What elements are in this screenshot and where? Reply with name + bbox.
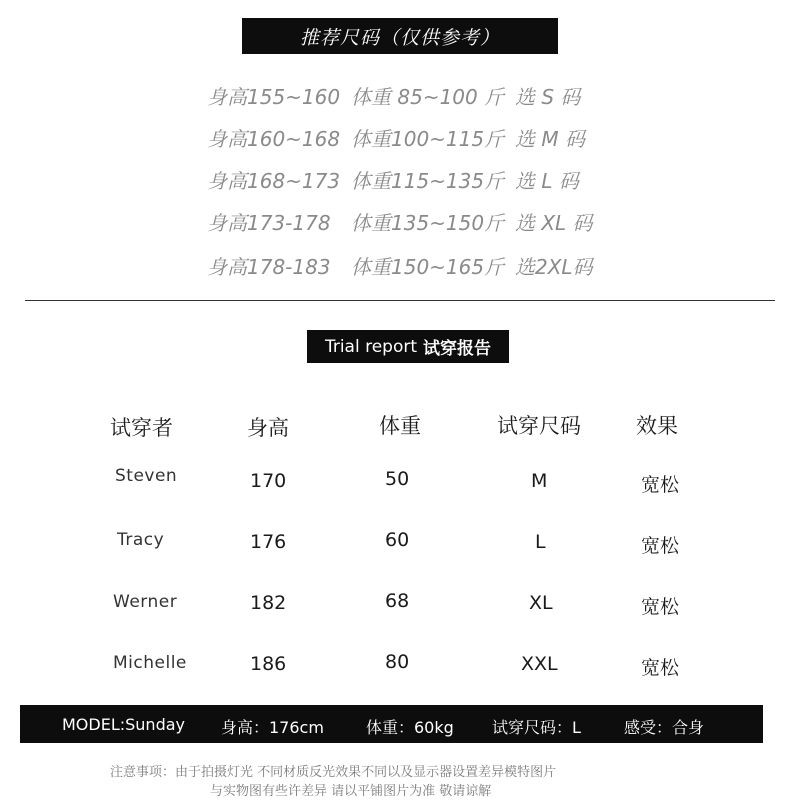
size-row-size: 选2XL码 bbox=[515, 255, 593, 279]
table-row-size: M bbox=[531, 470, 548, 492]
table-row-size: L bbox=[535, 531, 546, 553]
size-row-height: 身高168~173 bbox=[207, 169, 341, 193]
table-row-weight: 60 bbox=[385, 529, 410, 551]
trial-report-title-en: Trial report bbox=[324, 336, 418, 357]
table-row-weight: 50 bbox=[385, 468, 410, 490]
section-divider bbox=[25, 300, 775, 301]
model-weight: 体重：60kg bbox=[366, 718, 454, 737]
size-row-weight: 体重135~150斤 bbox=[351, 211, 505, 235]
table-row-name: Steven bbox=[115, 466, 178, 486]
table-row-height: 182 bbox=[250, 592, 287, 614]
header-height: 身高 bbox=[247, 416, 289, 440]
model-feel: 感受：合身 bbox=[624, 718, 705, 737]
header-effect: 效果 bbox=[636, 414, 678, 438]
model-name: MODEL:Sunday bbox=[62, 715, 185, 734]
size-row-weight: 体重 85~100 斤 bbox=[351, 85, 505, 109]
table-row-name: Werner bbox=[113, 592, 178, 612]
table-row-weight: 80 bbox=[385, 651, 410, 673]
size-row-size: 选 XL 码 bbox=[515, 211, 593, 235]
size-row-weight: 体重115~135斤 bbox=[351, 169, 505, 193]
table-row-effect: 宽松 bbox=[641, 596, 680, 618]
model-trial-size: 试穿尺码：L bbox=[492, 718, 581, 737]
table-row-height: 186 bbox=[250, 653, 287, 675]
table-row-effect: 宽松 bbox=[641, 535, 680, 557]
size-row-height: 身高160~168 bbox=[207, 127, 341, 151]
model-info-bar bbox=[20, 705, 763, 743]
table-row-height: 176 bbox=[250, 531, 287, 553]
trial-report-title-cn: 试穿报告 bbox=[423, 339, 492, 359]
header-trial-size: 试穿尺码 bbox=[497, 414, 581, 438]
size-row-height: 身高173-178 bbox=[207, 211, 331, 235]
table-row-effect: 宽松 bbox=[641, 474, 680, 496]
table-row-weight: 68 bbox=[385, 590, 410, 612]
size-row-height: 身高155~160 bbox=[207, 85, 341, 109]
trial-report-title bbox=[307, 330, 509, 363]
table-row-size: XL bbox=[529, 592, 553, 614]
size-row-size: 选 L 码 bbox=[515, 169, 579, 193]
table-row-name: Michelle bbox=[113, 653, 187, 673]
size-row-height: 身高178-183 bbox=[207, 255, 331, 279]
recommend-size-title: 推荐尺码（仅供参考） bbox=[242, 18, 558, 54]
size-row-weight: 体重100~115斤 bbox=[351, 127, 505, 151]
header-weight: 体重 bbox=[379, 414, 421, 438]
table-row-name: Tracy bbox=[117, 530, 165, 550]
notice-line-2: 与实物图有些许差异 请以平铺图片为准 敬请谅解 bbox=[210, 784, 492, 799]
table-row-size: XXL bbox=[521, 653, 558, 675]
table-row-effect: 宽松 bbox=[641, 657, 680, 679]
table-row-height: 170 bbox=[250, 470, 287, 492]
notice-line-1: 注意事项：由于拍摄灯光 不同材质反光效果不同以及显示器设置差异模特图片 bbox=[110, 765, 557, 780]
size-row-size: 选 M 码 bbox=[515, 127, 585, 151]
model-height: 身高：176cm bbox=[221, 718, 324, 737]
size-row-weight: 体重150~165斤 bbox=[351, 255, 505, 279]
size-row-size: 选 S 码 bbox=[515, 85, 581, 109]
header-tester: 试穿者 bbox=[110, 416, 173, 440]
